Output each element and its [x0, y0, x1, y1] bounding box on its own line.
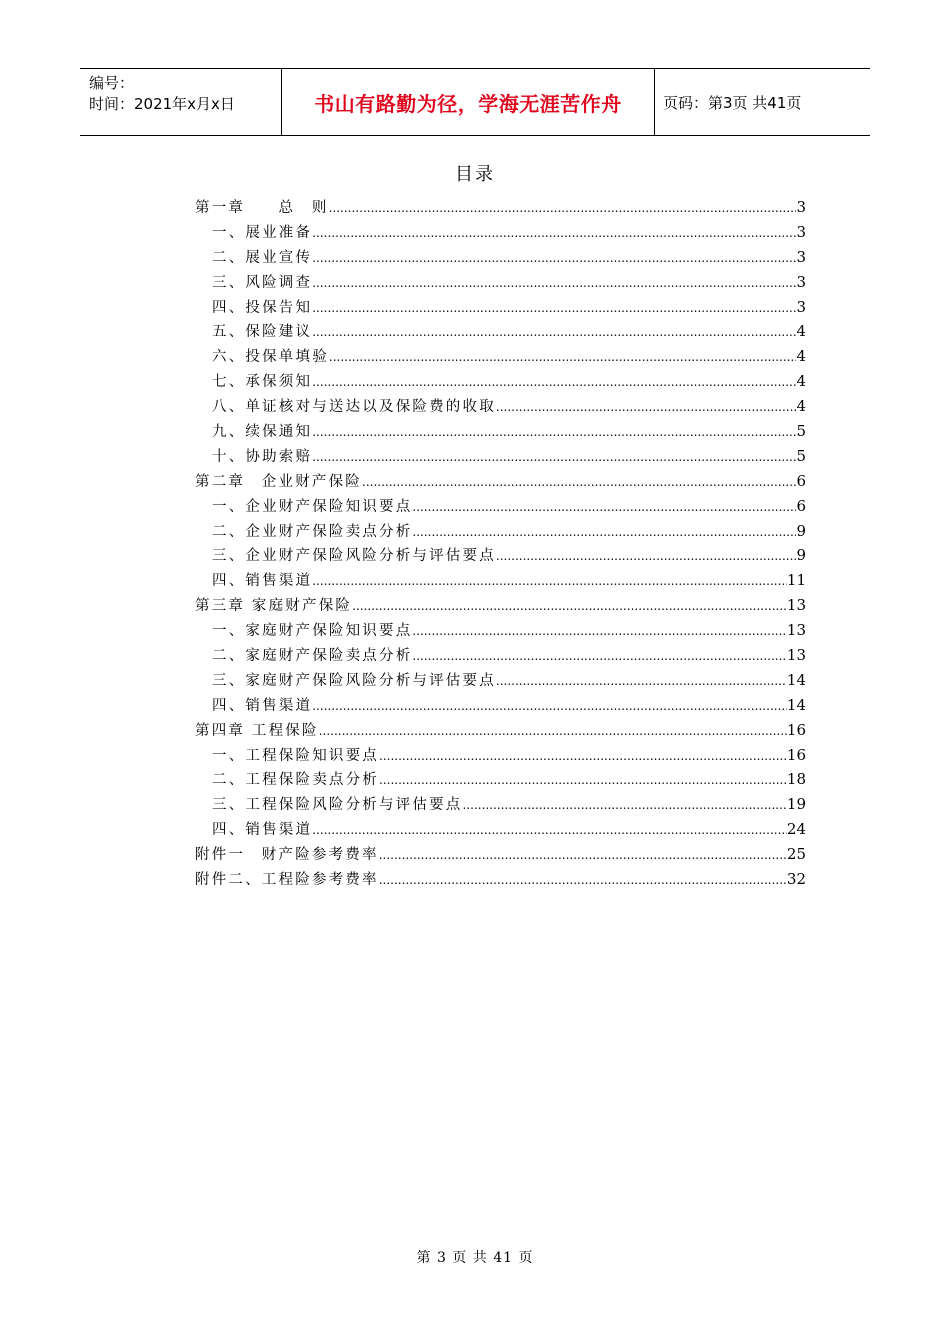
toc-entry-page: 3: [796, 247, 806, 266]
toc-leader-dots: [379, 843, 787, 868]
header-time-label: 时间：2021年x月x日: [89, 95, 235, 113]
toc-entry[interactable]: [195, 842, 806, 867]
toc-leader-dots: [379, 744, 787, 769]
toc-leader-dots: [329, 196, 797, 221]
toc-entry-label: 三、企业财产保险风险分析与评估要点: [212, 548, 496, 565]
toc-entry-label: 九、续保通知: [212, 424, 313, 441]
toc-entry[interactable]: [195, 394, 806, 419]
toc-entry-label: 四、销售渠道: [212, 573, 313, 590]
toc-entry[interactable]: [195, 792, 806, 817]
toc-entry[interactable]: [195, 767, 806, 792]
toc-leader-dots: [412, 495, 796, 520]
toc-leader-dots: [312, 569, 787, 594]
toc-entry[interactable]: [195, 494, 806, 519]
toc-entry[interactable]: [195, 718, 806, 743]
toc-entry-page: 4: [796, 397, 806, 416]
toc-entry-page: 3: [796, 272, 806, 291]
toc-leader-dots: [312, 694, 787, 719]
toc-entry-label: 七、承保须知: [212, 374, 313, 391]
toc-entry[interactable]: [195, 270, 806, 295]
toc-entry-label: 二、企业财产保险卖点分析: [212, 523, 413, 540]
toc-title: 目录: [455, 164, 495, 185]
page-footer: 第 3 页 共 41 页: [416, 1250, 534, 1266]
toc-entry-page: 3: [796, 198, 806, 216]
toc-leader-dots: [362, 470, 796, 495]
header-number-label: 编号：: [89, 74, 135, 92]
toc-entry-label: 六、投保单填验: [212, 349, 329, 366]
toc-leader-dots: [463, 793, 787, 818]
toc-leader-dots: [329, 345, 797, 370]
toc-entry-label: 四、投保告知: [212, 299, 313, 316]
toc-entry-label: 一、家庭财产保险知识要点: [212, 623, 413, 640]
toc-entry[interactable]: [195, 593, 806, 618]
toc-entry-page: 3: [796, 222, 806, 241]
toc-entry-page: 3: [796, 297, 806, 316]
toc-entry[interactable]: [195, 195, 806, 220]
toc-leader-dots: [496, 544, 797, 569]
toc-leader-dots: [412, 520, 796, 545]
toc-leader-dots: [496, 669, 787, 694]
toc-entry-page: 24: [786, 820, 806, 839]
toc-entry-page: 6: [796, 496, 806, 515]
toc-entry[interactable]: [195, 743, 806, 768]
toc-leader-dots: [496, 395, 797, 420]
toc-entry[interactable]: [195, 245, 806, 270]
document-header: [80, 68, 870, 136]
toc-entry[interactable]: [195, 319, 806, 344]
toc-entry-label: 一、工程保险知识要点: [212, 747, 379, 764]
toc-leader-dots: [312, 296, 796, 321]
toc-entry-page: 19: [786, 795, 806, 814]
toc-entry-page: 25: [786, 845, 806, 864]
toc-entry[interactable]: [195, 295, 806, 320]
header-meta: [80, 69, 281, 135]
toc-entry-label: 附件二、工程险参考费率: [195, 872, 379, 889]
toc-entry-label: 三、家庭财产保险风险分析与评估要点: [212, 672, 496, 689]
toc-leader-dots: [379, 868, 787, 893]
toc-entry[interactable]: [195, 220, 806, 245]
toc-entry[interactable]: [195, 643, 806, 668]
toc-entry-label: 附件一 财产险参考费率: [195, 847, 379, 864]
toc-leader-dots: [319, 719, 787, 744]
toc-leader-dots: [412, 644, 787, 669]
toc-entry-label: 八、单证核对与送达以及保险费的收取: [212, 399, 496, 416]
toc-entry-page: 16: [786, 720, 806, 739]
header-page-info-text: 页码：第3页 共41页: [663, 93, 802, 112]
toc-leader-dots: [312, 420, 796, 445]
toc-leader-dots: [312, 370, 796, 395]
toc-leader-dots: [412, 619, 787, 644]
toc-entry-label: 十、协助索赔: [212, 448, 313, 465]
toc-leader-dots: [312, 221, 796, 246]
toc-entry-label: 第一章 总 则: [195, 200, 329, 216]
toc-entry[interactable]: [195, 469, 806, 494]
toc-entry-page: 4: [796, 347, 806, 366]
toc-entry[interactable]: [195, 543, 806, 568]
toc-entry[interactable]: [195, 693, 806, 718]
toc-entry-page: 11: [786, 571, 806, 590]
header-motto-cell: [281, 69, 655, 135]
toc-entry-page: 5: [796, 422, 806, 441]
toc-entry[interactable]: [195, 568, 806, 593]
toc-entry[interactable]: [195, 618, 806, 643]
toc-entry[interactable]: [195, 867, 806, 892]
toc-entry-page: 13: [786, 646, 806, 665]
toc-leader-dots: [312, 445, 796, 470]
toc-entry-page: 9: [796, 546, 806, 565]
toc-entry-label: 二、工程保险卖点分析: [212, 772, 379, 789]
toc-leader-dots: [312, 246, 796, 271]
toc-entry-label: 二、家庭财产保险卖点分析: [212, 648, 413, 665]
toc-entry-label: 四、销售渠道: [212, 697, 313, 714]
toc-entry[interactable]: [195, 419, 806, 444]
toc-entry-page: 9: [796, 521, 806, 540]
toc-entry-page: 16: [786, 745, 806, 764]
toc-entry[interactable]: [195, 344, 806, 369]
table-of-contents: [195, 195, 806, 892]
toc-entry[interactable]: [195, 369, 806, 394]
toc-entry-label: 一、展业准备: [212, 224, 313, 241]
toc-entry[interactable]: [195, 817, 806, 842]
toc-entry-label: 第三章 家庭财产保险: [195, 598, 353, 615]
toc-entry-page: 13: [786, 621, 806, 640]
toc-leader-dots: [312, 818, 787, 843]
toc-entry[interactable]: [195, 519, 806, 544]
toc-entry-label: 三、工程保险风险分析与评估要点: [212, 797, 463, 814]
toc-entry-page: 14: [786, 695, 806, 714]
header-motto: 书山有路勤为径，学海无涯苦作舟: [314, 91, 622, 116]
toc-entry-label: 二、展业宣传: [212, 249, 313, 266]
toc-entry[interactable]: [195, 444, 806, 469]
toc-entry-label: 五、保险建议: [212, 324, 313, 341]
toc-entry-label: 第二章 企业财产保险: [195, 473, 362, 490]
toc-entry-label: 第四章 工程保险: [195, 722, 319, 739]
toc-entry-label: 一、企业财产保险知识要点: [212, 498, 413, 515]
toc-leader-dots: [312, 271, 796, 296]
toc-entry-page: 13: [786, 596, 806, 615]
toc-leader-dots: [312, 320, 796, 345]
toc-entry-label: 四、销售渠道: [212, 822, 313, 839]
header-page-info: [655, 69, 870, 135]
toc-entry-page: 6: [796, 471, 806, 490]
toc-entry-page: 5: [796, 446, 806, 465]
toc-entry-page: 14: [786, 670, 806, 689]
toc-entry-label: 三、风险调查: [212, 274, 313, 291]
toc-entry-page: 4: [796, 372, 806, 391]
toc-entry-page: 32: [786, 870, 806, 889]
toc-entry[interactable]: [195, 668, 806, 693]
toc-leader-dots: [352, 594, 787, 619]
toc-leader-dots: [379, 768, 787, 793]
toc-entry-page: 18: [786, 770, 806, 789]
toc-entry-page: 4: [796, 322, 806, 341]
